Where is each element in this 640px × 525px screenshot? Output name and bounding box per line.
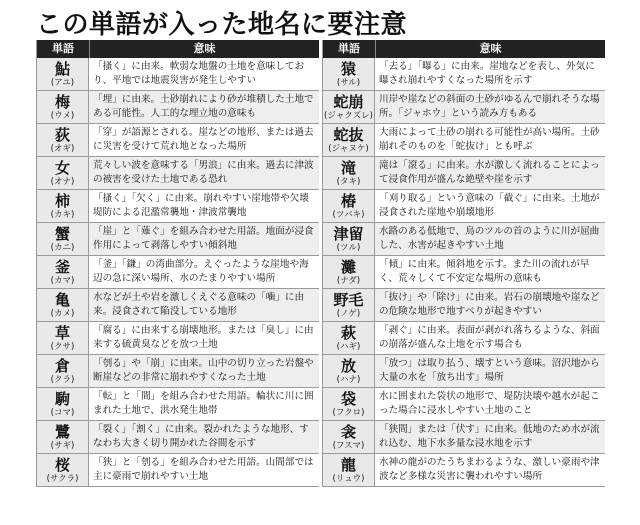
word-reading: (ハナ) (336, 374, 361, 385)
word-kanji: 倉 (54, 356, 70, 375)
word-cell (37, 421, 89, 453)
word-reading: (カニ) (50, 242, 75, 253)
meaning-cell: 「放つ」は取り払う、壊すという意味。沼沢地から大量の水を「放ち出す」場所 (379, 358, 600, 383)
word-reading: (アユ) (50, 77, 75, 88)
table-row (37, 454, 319, 487)
word-cell (323, 223, 375, 255)
right-table (322, 40, 605, 487)
word-kanji: 釜 (54, 257, 70, 276)
word-kanji: 蟹 (54, 224, 70, 243)
meaning-cell: 「裂く」「割く」に由来。裂かれたような地形、すなわち大きく切り開かれた谷間を示す (93, 424, 309, 449)
word-cell (37, 223, 89, 255)
word-cell (37, 454, 89, 486)
word-reading: (ツル) (336, 242, 361, 253)
word-kanji: 龍 (340, 455, 356, 474)
header-meaning: 意味 (479, 42, 502, 55)
table-row (37, 157, 319, 190)
meaning-cell: 「埋」に由来。土砂崩れにより砂が堆積した土地である可能性。人工的な埋立地の意味も (93, 94, 314, 119)
table-row (323, 58, 605, 91)
word-cell (37, 322, 89, 354)
word-kanji: 鷺 (54, 422, 70, 441)
meaning-cell: 「崖」と「薙ぐ」を組み合わせた用語。地面が浸食作用によって剥落しやすい傾斜地 (93, 226, 314, 251)
word-reading: (クラ) (50, 374, 75, 385)
meaning-cell: 「穿」が語源とされる。崖などの地形、または過去に災害を受けて荒れ地となった場所 (93, 127, 314, 152)
word-kanji: 猿 (340, 59, 356, 78)
meaning-cell: 水などが土や岩を激しくえぐる意味の「噛」に由来。浸食されて陥没している地形 (93, 292, 305, 317)
word-reading: (ジャヌケ) (328, 143, 369, 154)
word-kanji: 灘 (340, 257, 356, 276)
table-row (323, 289, 605, 322)
word-cell (323, 157, 375, 189)
word-kanji: 袋 (340, 389, 356, 408)
word-reading: (サギ) (50, 440, 75, 451)
header-word: 単語 (37, 40, 90, 58)
word-kanji: 津留 (333, 224, 364, 243)
word-cell (323, 388, 375, 420)
word-reading: (カマ) (50, 275, 75, 286)
table-row (323, 454, 605, 487)
right-rows (323, 58, 605, 487)
meaning-cell: 「剥ぐ」に由来。表面が剥がれ落ちるような、斜面の崩落が盛んな土地を示す場合も (379, 325, 600, 350)
table-row (37, 355, 319, 388)
word-cell (37, 289, 89, 321)
word-kanji: 衾 (340, 422, 356, 441)
word-cell (37, 190, 89, 222)
word-cell (37, 388, 89, 420)
meaning-cell: 水路のある低地で、鳥のツルの首のように川が屈曲した、水害が起きやすい土地 (379, 226, 600, 251)
table-row (37, 388, 319, 421)
word-kanji: 蛇崩 (333, 92, 364, 111)
word-kanji: 亀 (54, 290, 70, 309)
table-row (37, 91, 319, 124)
meaning-cell: 「腐る」に由来する崩壊地形。または「臭し」に由来する硫黄臭などを放つ土地 (93, 325, 314, 350)
word-reading: (ナダ) (336, 275, 361, 286)
word-cell (37, 58, 89, 90)
word-cell (37, 91, 89, 123)
page-title: この単語が入った地名に要注意 (36, 10, 408, 40)
word-reading: (クサ) (50, 341, 75, 352)
word-kanji: 桜 (54, 455, 70, 474)
meaning-cell: 水神の龍がのたうちまわるような、激しい豪雨や津波など多様な災害に襲われやすい場所 (379, 457, 600, 482)
word-kanji: 椿 (340, 191, 356, 210)
table-row (37, 58, 319, 91)
word-kanji: 野毛 (333, 290, 364, 309)
table-row (323, 157, 605, 190)
word-cell (323, 91, 375, 123)
word-cell (37, 124, 89, 156)
word-kanji: 蛇抜 (333, 125, 364, 144)
word-reading: (タキ) (336, 176, 361, 187)
table-row (323, 190, 605, 223)
word-cell (323, 58, 375, 90)
meaning-cell: 水に囲まれた袋状の地形で、堤防決壊や越水が起こった場合に浸水しやすい土地のこと (379, 391, 600, 416)
word-reading: (オギ) (50, 143, 75, 154)
word-cell (37, 256, 89, 288)
meaning-cell: 「搔く」「欠く」に由来。崩れやすい崖地帯や欠壊堤防による氾濫常襲地・津波常襲地 (93, 193, 309, 218)
meaning-cell: 「抜け」や「除け」に由来。岩石の崩壊地や崖などの危険な地形で地すべりが起きやすい (379, 292, 600, 317)
word-kanji: 鮎 (54, 59, 70, 78)
word-reading: (コマ) (50, 407, 75, 418)
table-row (37, 223, 319, 256)
header-word: 単語 (323, 40, 376, 58)
word-cell (323, 289, 375, 321)
meaning-cell: 「刳る」や「崩」に由来。山中の切り立った岩盤や断崖などの非常に崩れやすくなった土地 (93, 358, 314, 383)
word-reading: (オナ) (50, 176, 75, 187)
word-cell (323, 124, 375, 156)
meaning-cell: 「傾」に由来。傾斜地を示す。また川の流れが早く、荒々しくて不安定な場所の意味も (379, 259, 590, 284)
word-kanji: 荻 (54, 125, 70, 144)
table-row (323, 223, 605, 256)
word-reading: (フクロ) (332, 407, 365, 418)
word-reading: (カメ) (50, 308, 75, 319)
meaning-cell: 「釜」「鎌」の湾曲部分。えぐったような崖地や海辺の急に深い場所、水のたまりやすい場所 (93, 259, 309, 284)
table-header (323, 40, 605, 58)
word-cell (323, 256, 375, 288)
word-reading: (ハギ) (336, 341, 361, 352)
word-cell (37, 355, 89, 387)
word-cell (323, 421, 375, 453)
word-reading: (ジャクズレ) (324, 110, 373, 121)
word-cell (323, 322, 375, 354)
table-row (37, 256, 319, 289)
table-row (323, 322, 605, 355)
meaning-cell: 大雨によって土砂の崩れる可能性が高い場所。土砂崩れそのものを「蛇抜け」とも呼ぶ (379, 127, 600, 152)
word-reading: (ツバキ) (332, 209, 365, 220)
table-row (37, 289, 319, 322)
word-reading: (ウメ) (50, 110, 75, 121)
word-kanji: 放 (340, 356, 356, 375)
word-cell (323, 190, 375, 222)
table-row (323, 388, 605, 421)
left-table (36, 40, 319, 487)
meaning-cell: 「狭」と「刳る」を組み合わせた用語。山間部では主に豪雨で崩れやすい土地 (93, 457, 314, 482)
word-kanji: 柿 (54, 191, 70, 210)
meaning-cell: 川岸や崖などの斜面の土砂がゆるんで崩れそうな場所。「ジャホウ」という読み方もある (379, 94, 600, 119)
word-reading: (リュウ) (332, 473, 365, 484)
word-cell (37, 157, 89, 189)
left-rows (37, 58, 319, 487)
table-row (37, 124, 319, 157)
word-reading: (サル) (336, 77, 361, 88)
table-row (323, 91, 605, 124)
word-cell (323, 454, 375, 486)
word-kanji: 萩 (340, 323, 356, 342)
meaning-cell: 「去る」「曝る」に由来。崖地などを表し、外気に曝され崩れやすくなった場所を示す (379, 61, 595, 86)
table-row (323, 256, 605, 289)
word-kanji: 滝 (340, 158, 356, 177)
meaning-cell: 「転」と「間」を組み合わせた用語。輪状に川に囲まれた土地で、洪水発生地帯 (93, 391, 314, 416)
table-row (37, 322, 319, 355)
meaning-cell: 滝は「滾る」に由来。水が激しく流れることによって浸食作用が盛んな絶壁や崖を示す (379, 160, 600, 185)
table-header (37, 40, 319, 58)
word-kanji: 駒 (54, 389, 70, 408)
word-kanji: 女 (54, 158, 70, 177)
word-kanji: 梅 (54, 92, 70, 111)
meaning-cell: 荒々しい波を意味する「男浪」に由来。過去に津波の被害を受けた土地である恐れ (93, 160, 314, 185)
table-row (37, 190, 319, 223)
table-row (37, 421, 319, 454)
word-kanji: 草 (54, 323, 70, 342)
table-row (323, 355, 605, 388)
header-meaning: 意味 (193, 42, 216, 55)
word-cell (323, 355, 375, 387)
word-reading: (ノゲ) (336, 308, 361, 319)
word-reading: (カキ) (50, 209, 75, 220)
meaning-cell: 「搔く」に由来。軟弱な地盤の土地を意味しており、平地では地震災害が発生しやすい (93, 61, 305, 86)
word-reading: (フスマ) (332, 440, 365, 451)
table-row (323, 421, 605, 454)
word-reading: (サクラ) (46, 473, 79, 484)
meaning-cell: 「狭間」または「伏す」に由来。低地のため水が流れ込む、地下水多量な浸水地を示す (379, 424, 600, 449)
meaning-cell: 「刈り取る」という意味の「截ぐ」に由来。土地が浸食された崖地や崩壊地形 (379, 193, 600, 218)
table-row (323, 124, 605, 157)
